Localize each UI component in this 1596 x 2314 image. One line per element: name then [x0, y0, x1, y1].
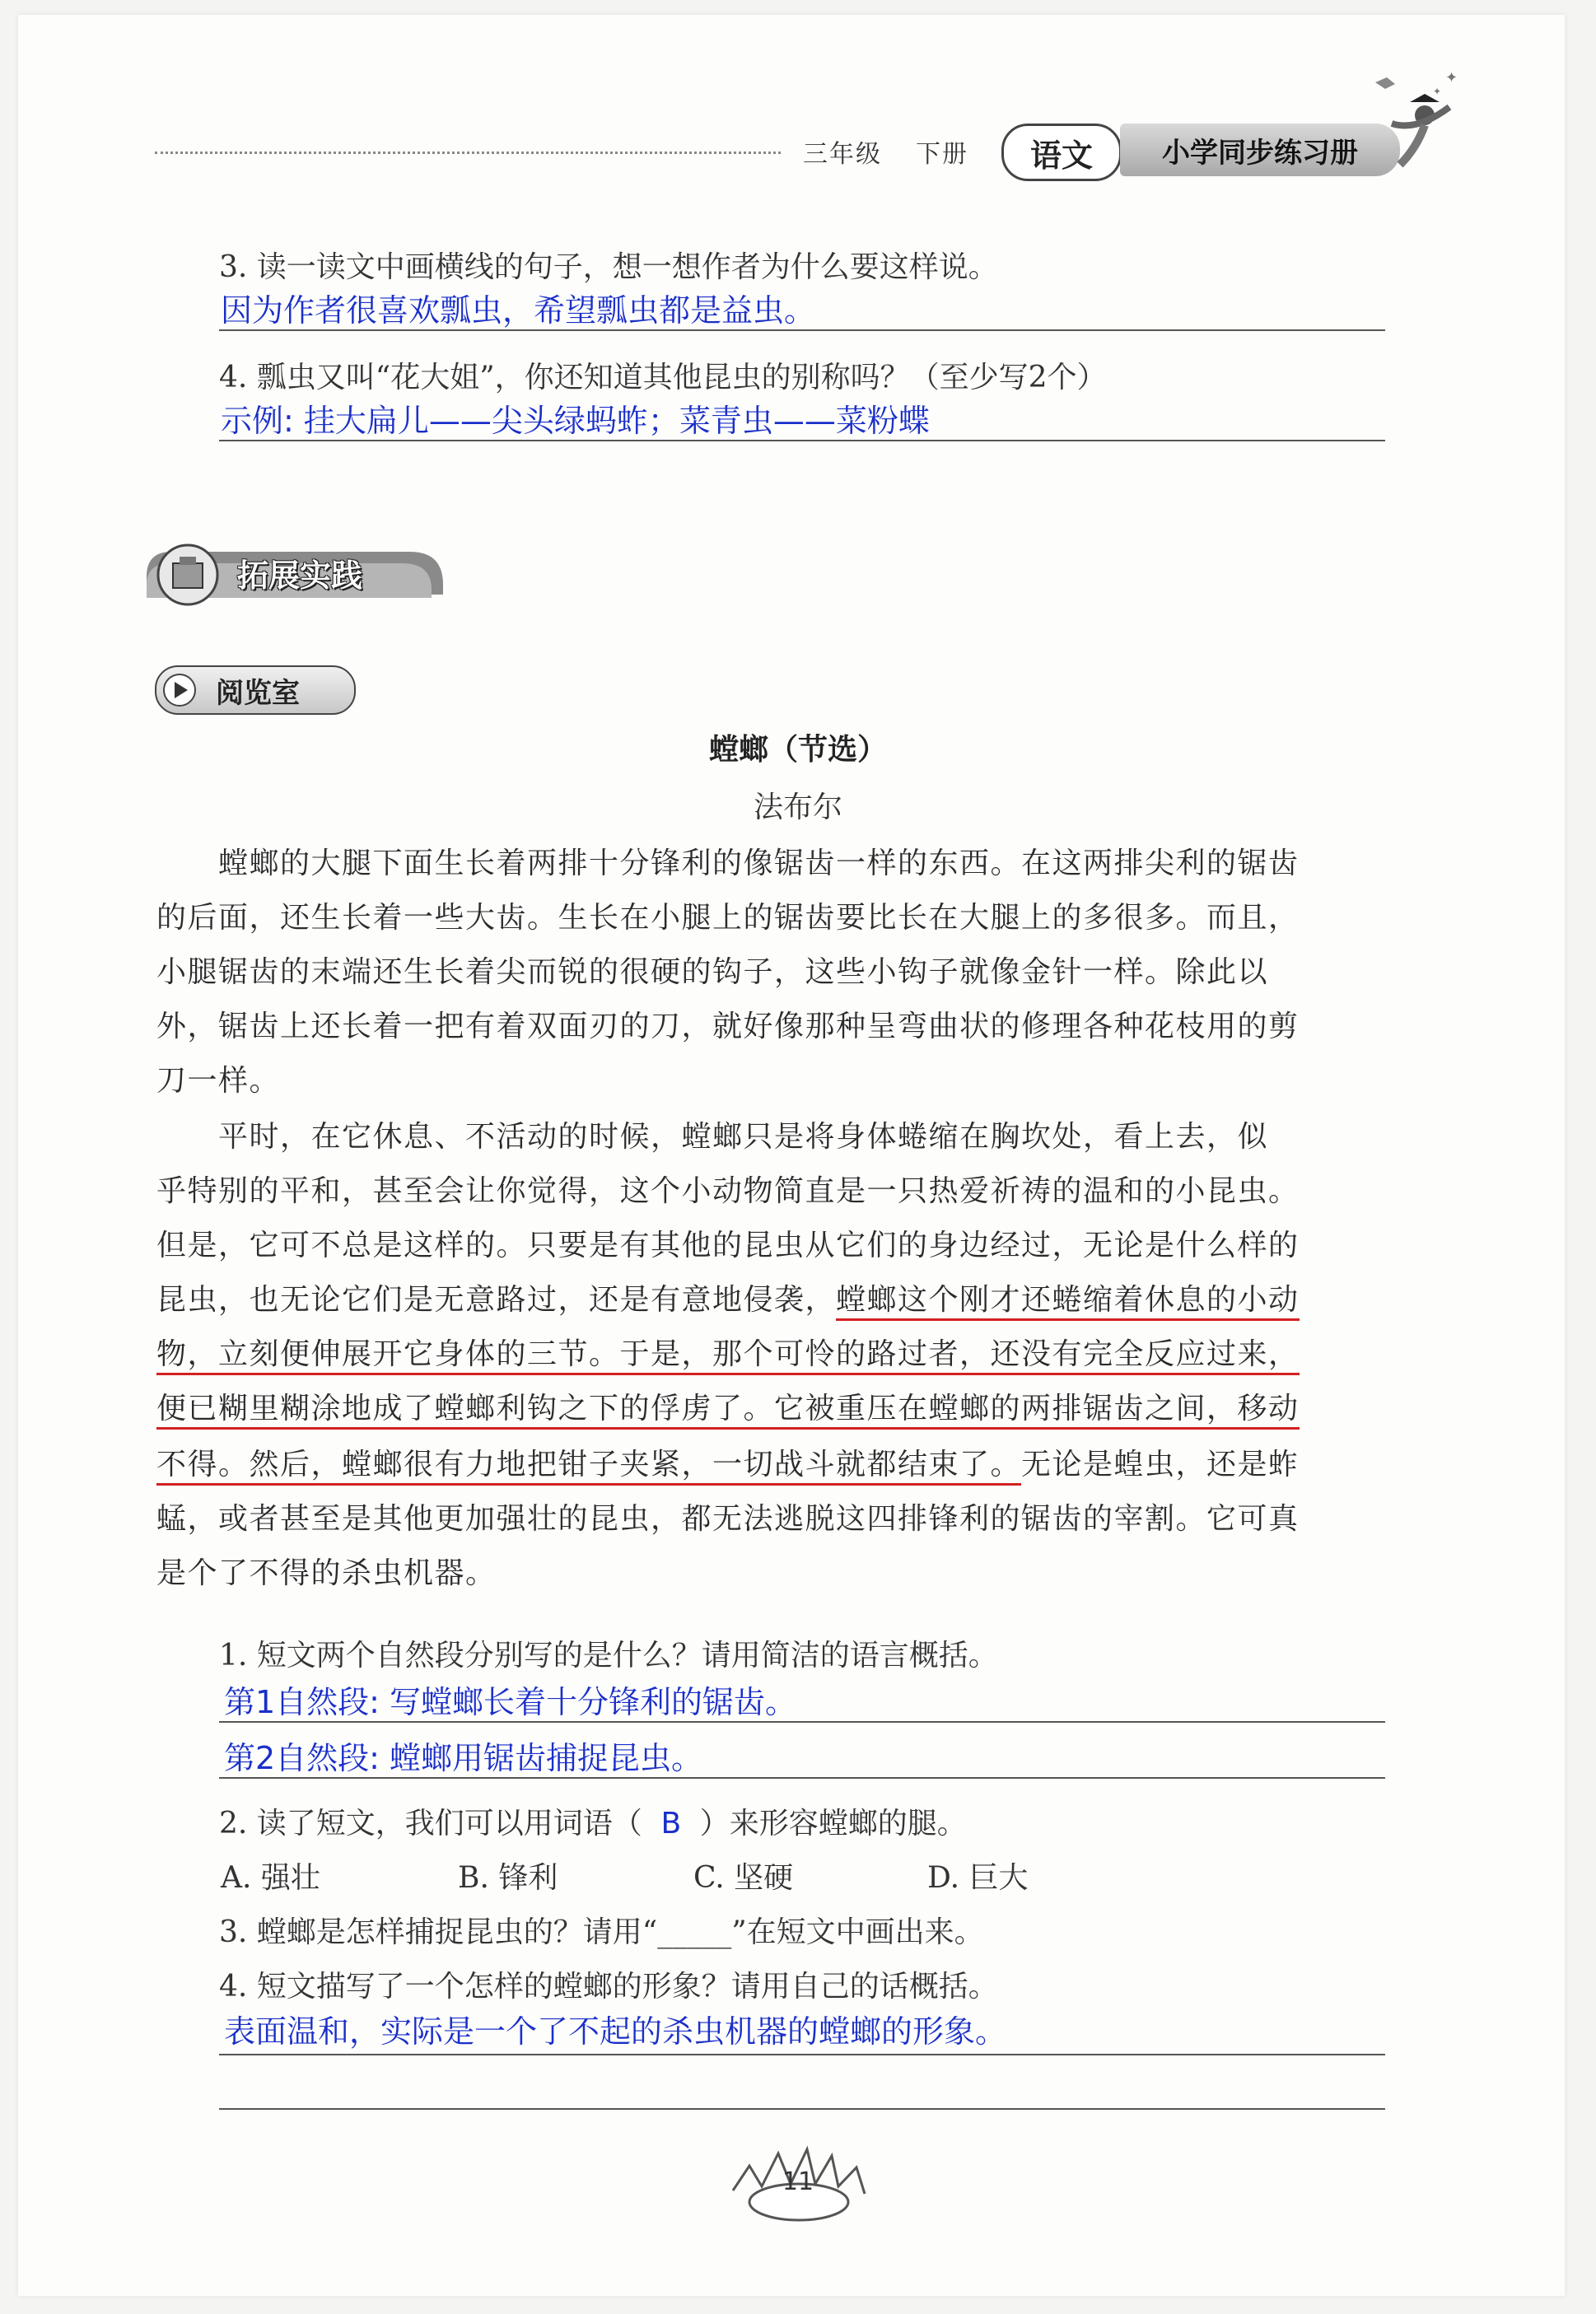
- question-3-top: 3. 读一读文中画横线的句子，想一想作者为什么要这样说。: [219, 250, 998, 284]
- question-4-top: 4. 瓢虫又叫“花大姐”，你还知道其他昆虫的别称吗？（至少写2个）: [219, 361, 1107, 394]
- underlined-sentence: 便已糊里糊涂地成了螳螂利钩之下的俘虏了。它被重压在螳螂的两排锯齿之间，移动: [156, 1392, 1300, 1430]
- passage-line: 刀一样。: [156, 1064, 281, 1098]
- answer-line: [219, 1777, 1385, 1779]
- answer-1a: 第1自然段: 写螳螂长着十分锋利的锯齿。: [224, 1684, 797, 1720]
- svg-text:✦: ✦: [1445, 69, 1458, 86]
- passage-line: 小腿锯齿的末端还生长着尖而锐的很硬的钩子，这些小钩子就像金针一样。除此以: [156, 955, 1269, 989]
- article-author: 法布尔: [753, 791, 842, 824]
- student-logo-icon: [1367, 66, 1466, 173]
- answer-line: [219, 329, 1385, 331]
- reading-label: 阅览室: [216, 677, 300, 710]
- header-subject: 语文: [1001, 124, 1122, 181]
- passage-line: 外，锯齿上还长着一把有着双面刃的刀，就好像那种呈弯曲状的修理各种花枝用的剪: [156, 1010, 1300, 1043]
- question-1: 1. 短文两个自然段分别写的是什么？请用简洁的语言概括。: [219, 1639, 998, 1673]
- section-title: 拓展实践: [237, 558, 363, 594]
- passage-line: 是个了不得的杀虫机器。: [156, 1556, 497, 1590]
- passage-text: 昆虫，也无论它们是无意路过，还是有意地侵袭，: [156, 1283, 837, 1317]
- passage-line: 平时，在它休息、不活动的时候，螳螂只是将身体蜷缩在胸坎处，看上去，似: [156, 1120, 1269, 1154]
- option-d: D. 巨大: [927, 1861, 1029, 1895]
- passage-line: [156, 1331, 1300, 1373]
- underlined-sentence: 螳螂这个刚才还蜷缩着休息的小动: [836, 1283, 1300, 1321]
- answer-line: [219, 1721, 1385, 1723]
- option-b: B. 锋利: [458, 1861, 558, 1895]
- article-title: 螳螂（节选）: [708, 733, 887, 767]
- question-2-text-after: ）来形容螳螂的腿。: [699, 1807, 967, 1840]
- question-2: [219, 1800, 967, 1842]
- passage-line: [156, 1441, 1300, 1483]
- passage-line: 螳螂的大腿下面生长着两排十分锋利的像锯齿一样的东西。在这两排尖利的锯齿: [156, 847, 1300, 880]
- passage-line: [156, 1385, 1300, 1427]
- passage-line: 蜢，或者甚至是其他更加强壮的昆虫，都无法逃脱这四排锋利的锯齿的宰割。它可真: [156, 1502, 1300, 1536]
- question-2-answer: B: [660, 1807, 682, 1840]
- answer-line: [219, 2108, 1385, 2110]
- question-3: 3. 螳螂是怎样捕捉昆虫的？请用“_____”在短文中画出来。: [219, 1915, 984, 1949]
- passage-line: 但是，它可不总是这样的。只要是有其他的昆虫从它们的身边经过，无论是什么样的: [156, 1229, 1300, 1262]
- option-c: C. 坚硬: [693, 1861, 794, 1895]
- header-dotted-rule: [155, 152, 781, 154]
- passage-line: [156, 1276, 1300, 1318]
- play-arrow-icon: [163, 674, 196, 707]
- answer-1b: 第2自然段: 螳螂用锯齿捕捉昆虫。: [224, 1740, 703, 1776]
- question-2-text-before: 2. 读了短文，我们可以用词语（: [219, 1807, 642, 1840]
- answer-line: [219, 2054, 1385, 2055]
- underlined-sentence: 不得。然后，螳螂很有力地把钳子夹紧，一切战斗就都结束了。: [156, 1448, 1021, 1486]
- passage-line: 的后面，还生长着一些大齿。生长在小腿上的锯齿要比长在大腿上的多很多。而且，: [156, 901, 1300, 935]
- header-series: 小学同步练习册: [1120, 124, 1400, 176]
- svg-text:✦: ✦: [1433, 86, 1442, 97]
- page-number: 11: [782, 2167, 814, 2196]
- passage-line: 乎特别的平和，甚至会让你觉得，这个小动物简直是一只热爱祈祷的温和的小昆虫。: [156, 1174, 1300, 1208]
- answer-line: [219, 440, 1385, 441]
- option-a: A. 强壮: [221, 1861, 320, 1895]
- header-grade: 三年级: [803, 140, 882, 169]
- answer-3-top: 因为作者很喜欢瓢虫，希望瓢虫都是益虫。: [221, 292, 816, 329]
- underlined-sentence: 物，立刻便伸展开它身体的三节。于是，那个可怜的路过者，还没有完全反应过来，: [156, 1337, 1300, 1375]
- answer-4: 表面温和，实际是一个了不起的杀虫机器的螳螂的形象。: [224, 2013, 1007, 2050]
- passage-text: 无论是蝗虫，还是蚱: [1021, 1448, 1300, 1481]
- answer-4-top: 示例: 挂大扁儿——尖头绿蚂蚱；菜青虫——菜粉蝶: [221, 403, 930, 439]
- header-volume: 下册: [916, 140, 968, 169]
- question-4: 4. 短文描写了一个怎样的螳螂的形象？请用自己的话概括。: [219, 1970, 998, 2004]
